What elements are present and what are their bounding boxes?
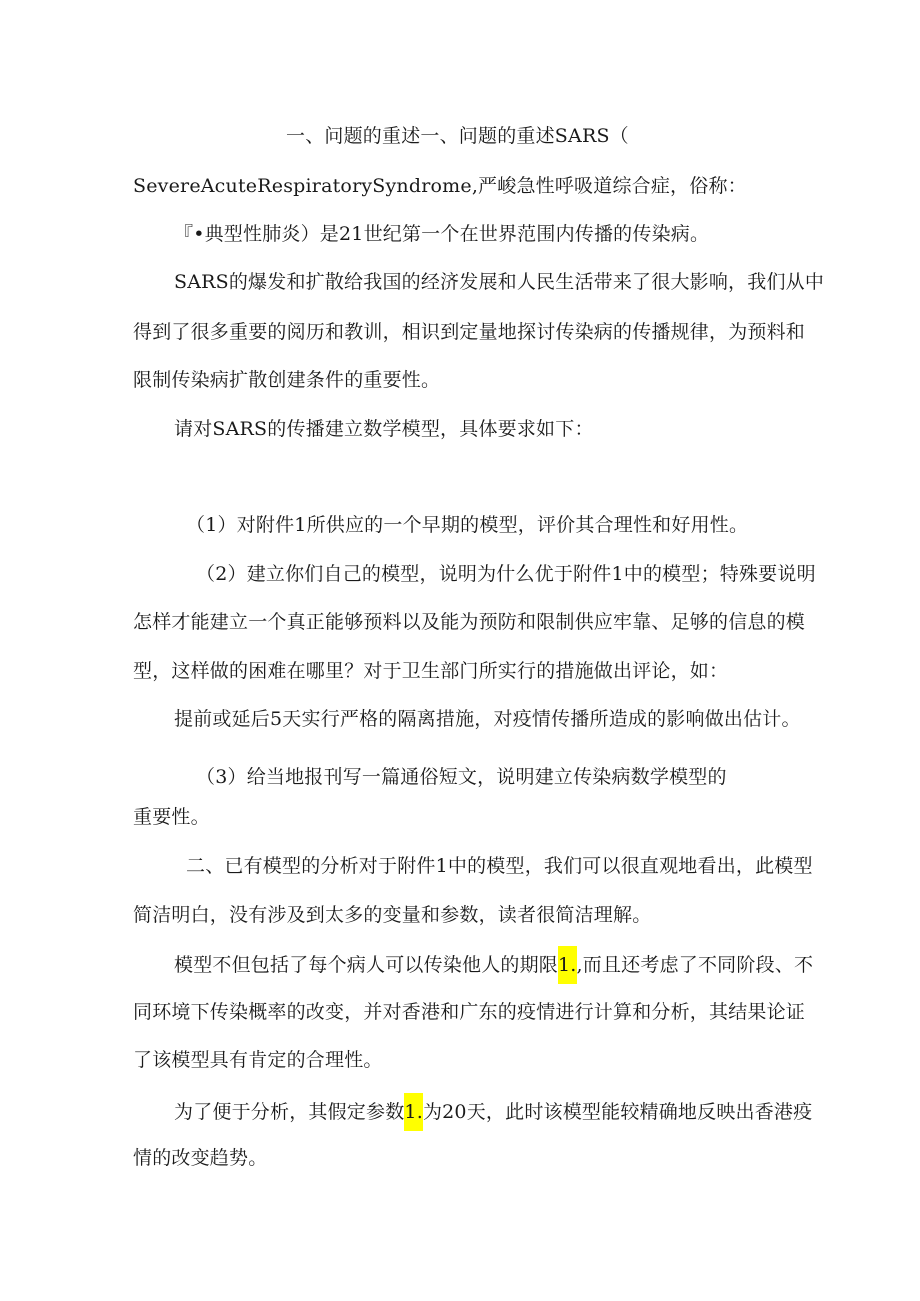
paragraph-line [174,950,813,984]
text-span: 为了便于分析，其假定参数 [174,1101,405,1123]
paragraph-line: 情的改变趋势。 [133,1147,268,1169]
highlighted-text: 1. [558,946,577,984]
requirement-item-1: （1）对附件1所供应的一个早期的模型，评价其合理性和好用性。 [186,514,749,536]
paragraph-line: 简洁明白，没有涉及到太多的变量和参数，读者很简洁理解。 [133,904,652,926]
paragraph-line: 怎样才能建立一个真正能够预料以及能为预防和限制供应牢靠、足够的信息的模 [133,611,806,633]
section-heading-2: 二、已有模型的分析对于附件1中的模型，我们可以很直观地看出，此模型 [186,855,813,877]
paragraph-line: 请对SARS的传播建立数学模型，具体要求如下： [174,418,594,440]
paragraph-line: SARS的爆发和扩散给我国的经济发展和人民生活带来了很大影响，我们从中 [174,271,825,293]
text-span: ,而且还考虑了不同阶段、不 [576,954,814,976]
text-span: 模型不但包括了每个病人可以传染他人的期限 [174,954,559,976]
paragraph-line: 型，这样做的困难在哪里？对于卫生部门所实行的措施做出评论，如： [133,660,729,682]
highlighted-text: 1. [404,1093,423,1131]
section-heading-1: 一、问题的重述一、问题的重述SARS（ [286,125,629,147]
paragraph-line: 同环境下传染概率的改变，并对香港和广东的疫情进行计算和分析，其结果论证 [133,1001,806,1023]
paragraph-line: 『•典型性肺炎）是21世纪第一个在世界范围内传播的传染病。 [174,223,710,245]
paragraph-line: SevereAcuteRespiratorySyndrome,严峻急性呼吸道综合症，俗称： [133,175,747,197]
paragraph-line: 提前或延后5天实行严格的隔离措施，对疫情传播所造成的影响做出估计。 [174,708,801,730]
requirement-item-2: （2）建立你们自己的模型，说明为什么优于附件1中的模型；特殊要说明 [196,563,816,585]
paragraph-line: 重要性。 [133,806,210,828]
paragraph-line: 限制传染病扩散创建条件的重要性。 [133,369,441,391]
text-span: 为20天，此时该模型能较精确地反映出香港疫 [422,1101,813,1123]
requirement-item-3: （3）给当地报刊写一篇通俗短文，说明建立传染病数学模型的 [196,766,727,788]
paragraph-line: 得到了很多重要的阅历和教训，相识到定量地探讨传染病的传播规律，为预料和 [133,321,806,343]
paragraph-line [174,1097,812,1131]
paragraph-line: 了该模型具有肯定的合理性。 [133,1049,383,1071]
